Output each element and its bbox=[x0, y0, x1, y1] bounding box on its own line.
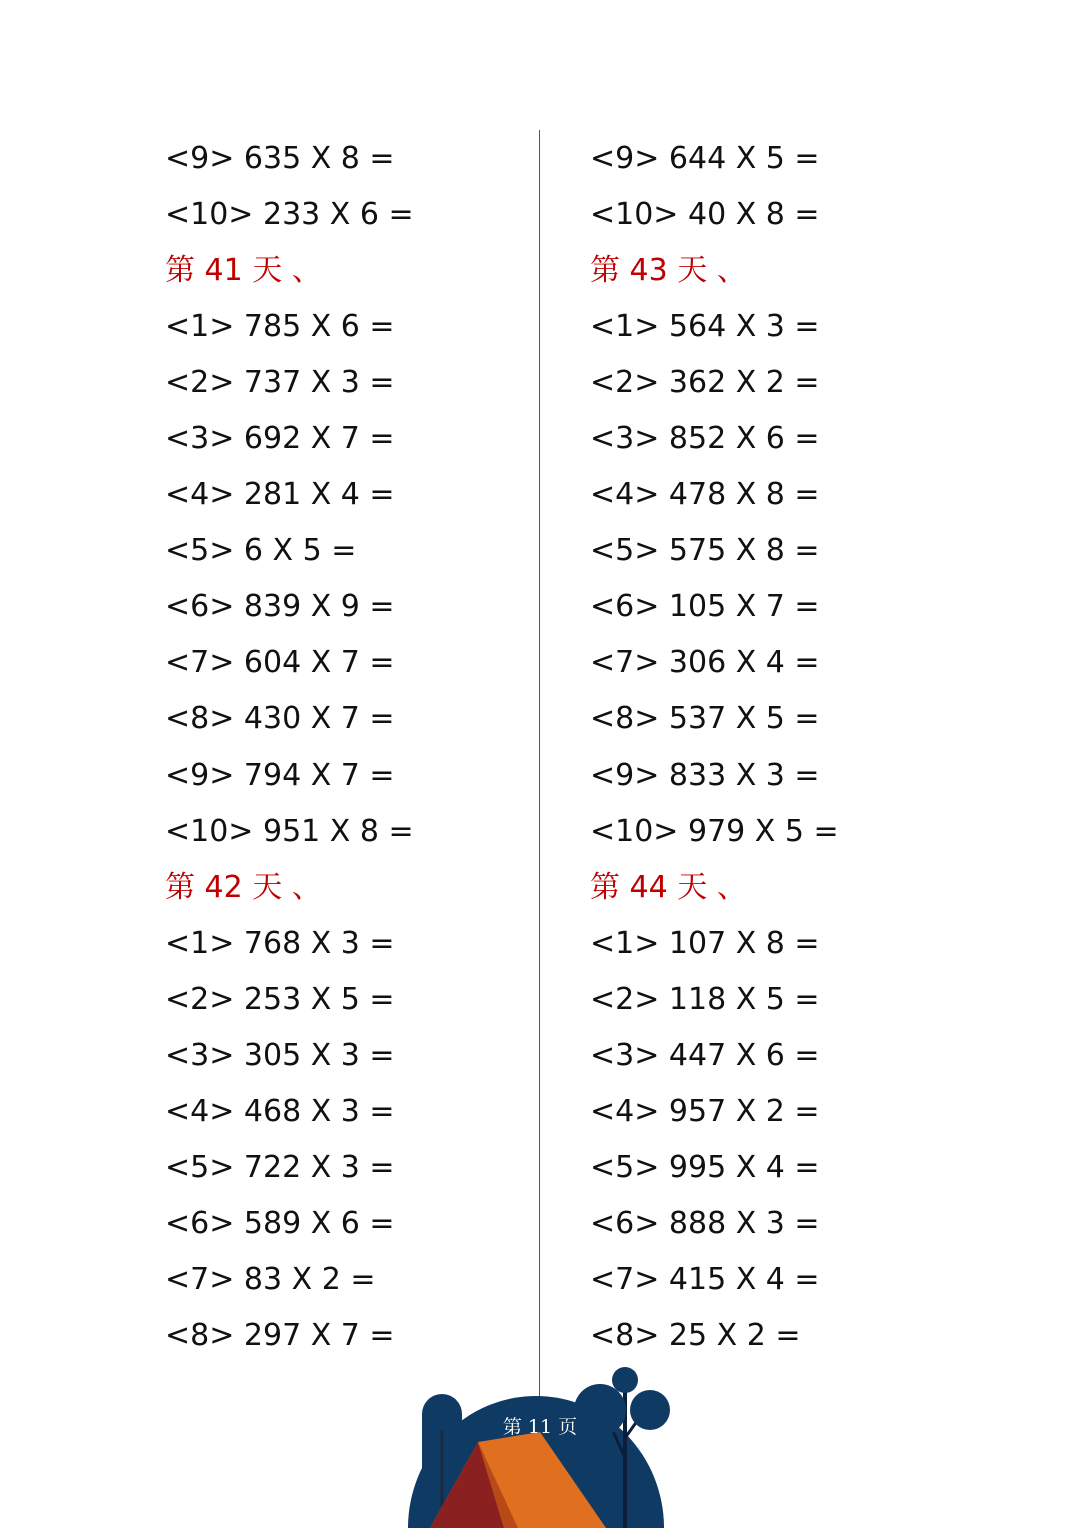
problem-line: <1> 785 X 6 = bbox=[165, 309, 395, 345]
problem-line: <10> 979 X 5 = bbox=[590, 813, 839, 849]
problem-line: <2> 118 X 5 = bbox=[590, 981, 820, 1017]
problem-line: <8> 430 X 7 = bbox=[165, 701, 395, 737]
problem-line: <6> 589 X 6 = bbox=[165, 1205, 395, 1241]
day-heading: 第 42 天 、 bbox=[165, 869, 322, 905]
problem-line: <6> 888 X 3 = bbox=[590, 1205, 820, 1241]
problem-line: <1> 107 X 8 = bbox=[590, 925, 820, 961]
problem-line: <4> 468 X 3 = bbox=[165, 1093, 395, 1129]
page-number: 第 11 页 bbox=[502, 1416, 578, 1438]
problem-line: <3> 692 X 7 = bbox=[165, 421, 395, 457]
problem-line: <6> 839 X 9 = bbox=[165, 589, 395, 625]
camping-tent-icon bbox=[400, 1360, 680, 1532]
problem-line: <6> 105 X 7 = bbox=[590, 589, 820, 625]
day-heading: 第 44 天 、 bbox=[590, 869, 747, 905]
problem-line: <10> 233 X 6 = bbox=[165, 197, 414, 233]
problem-line: <10> 951 X 8 = bbox=[165, 813, 414, 849]
problem-line: <2> 253 X 5 = bbox=[165, 981, 395, 1017]
problem-line: <10> 40 X 8 = bbox=[590, 197, 820, 233]
problem-line: <3> 305 X 3 = bbox=[165, 1037, 395, 1073]
day-heading: 第 41 天 、 bbox=[165, 253, 322, 289]
problem-line: <9> 794 X 7 = bbox=[165, 757, 395, 793]
problem-line: <4> 478 X 8 = bbox=[590, 477, 820, 513]
problem-line: <5> 995 X 4 = bbox=[590, 1149, 820, 1185]
problem-line: <5> 722 X 3 = bbox=[165, 1149, 395, 1185]
problem-line: <3> 447 X 6 = bbox=[590, 1037, 820, 1073]
problem-line: <1> 768 X 3 = bbox=[165, 925, 395, 961]
problem-line: <2> 362 X 2 = bbox=[590, 365, 820, 401]
problem-line: <9> 644 X 5 = bbox=[590, 141, 820, 176]
problem-line: <5> 575 X 8 = bbox=[590, 533, 820, 569]
problem-line: <7> 306 X 4 = bbox=[590, 645, 820, 681]
problem-line: <7> 415 X 4 = bbox=[590, 1261, 820, 1297]
problem-line: <1> 564 X 3 = bbox=[590, 309, 820, 345]
problem-line: <7> 604 X 7 = bbox=[165, 645, 395, 681]
right-column bbox=[590, 131, 950, 1364]
problem-line: <5> 6 X 5 = bbox=[165, 533, 357, 569]
left-column bbox=[165, 131, 525, 1364]
day-heading: 第 43 天 、 bbox=[590, 253, 747, 289]
problem-line: <8> 25 X 2 = bbox=[590, 1317, 801, 1353]
problem-line: <3> 852 X 6 = bbox=[590, 421, 820, 457]
problem-line: <4> 957 X 2 = bbox=[590, 1093, 820, 1129]
problem-line: <2> 737 X 3 = bbox=[165, 365, 395, 401]
problem-line: <8> 297 X 7 = bbox=[165, 1317, 395, 1353]
problem-line: <9> 833 X 3 = bbox=[590, 757, 820, 793]
problem-line: <8> 537 X 5 = bbox=[590, 701, 820, 737]
problem-line: <4> 281 X 4 = bbox=[165, 477, 395, 513]
problem-line: <7> 83 X 2 = bbox=[165, 1261, 376, 1297]
problem-line: <9> 635 X 8 = bbox=[165, 141, 395, 176]
column-divider bbox=[539, 130, 540, 1420]
